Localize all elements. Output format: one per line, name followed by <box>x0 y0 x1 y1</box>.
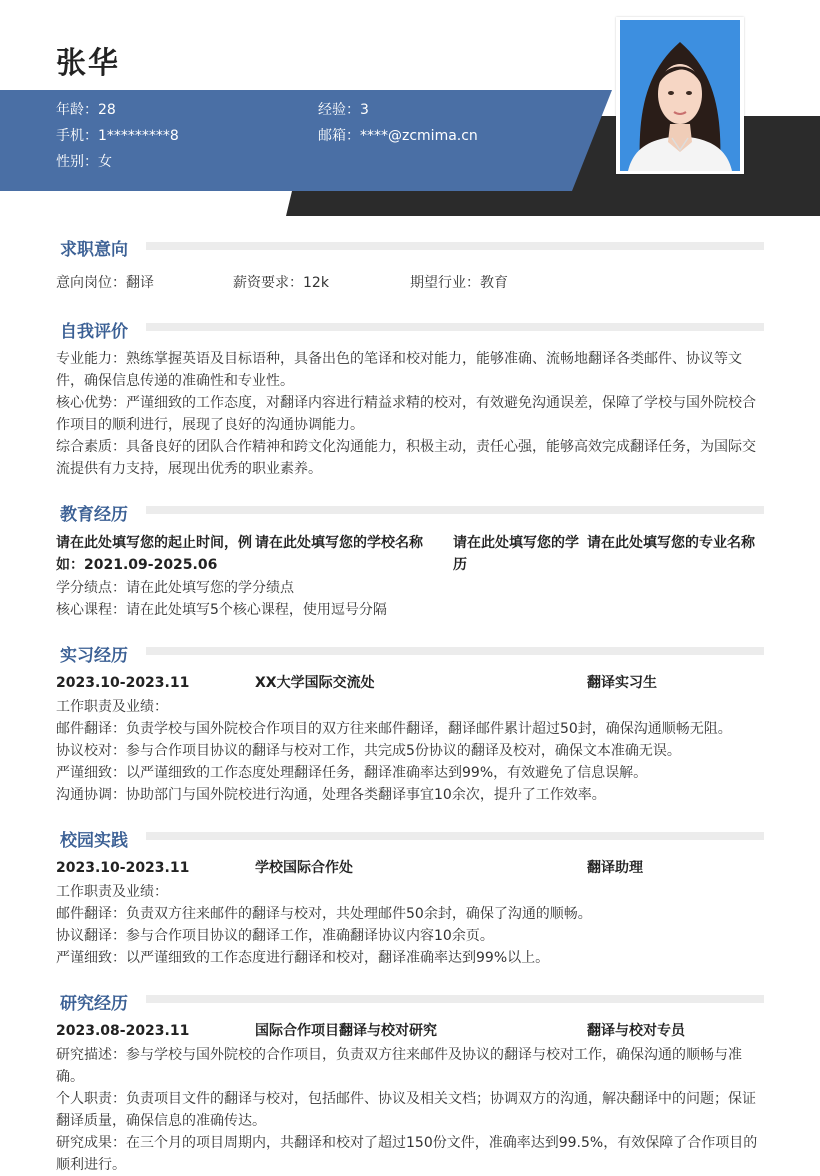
intern-role: 翻译实习生 <box>587 675 657 691</box>
section-title-internship: 实习经历 <box>60 646 128 666</box>
age-field: 年龄：28 <box>56 102 116 118</box>
edu-time-line1: 请在此处填写您的起止时间，例 <box>56 535 252 551</box>
text-line: 确。 <box>56 1069 84 1085</box>
phone-field: 手机：1*********8 <box>56 128 179 144</box>
self-eval-text <box>56 348 764 480</box>
section-divider <box>146 832 764 840</box>
text-line: 翻译质量，确保信息的准确传达。 <box>56 1113 266 1129</box>
profile-photo <box>616 17 744 174</box>
edu-gpa: 学分绩点：请在此处填写您的学分绩点 <box>56 580 294 596</box>
text-line: 严谨细致：以严谨细致的工作态度处理翻译任务，翻译准确率达到99%，有效避免了信息误解。 <box>56 765 648 781</box>
section-divider <box>146 323 764 331</box>
text-line: 研究描述：参与学校与国外院校的合作项目，负责双方往来邮件及协议的翻译与校对工作，确保沟通的顺畅与准 <box>56 1047 742 1063</box>
gender-field: 性别：女 <box>56 154 112 170</box>
research-project: 国际合作项目翻译与校对研究 <box>255 1023 437 1039</box>
section-title-education: 教育经历 <box>60 505 128 525</box>
section-divider <box>146 995 764 1003</box>
text-line: 研究成果：在三个月的项目周期内，共翻译和校对了超过150份文件，准确率达到99.5%，有效保障了合作项目的 <box>56 1135 758 1151</box>
intern-details <box>56 696 764 806</box>
text-line: 沟通协调：协助部门与国外院校进行沟通，处理各类翻译事宜10余次，提升了工作效率。 <box>56 787 606 803</box>
intent-industry: 期望行业：教育 <box>410 275 508 291</box>
text-line: 邮件翻译：负责双方往来邮件的翻译与校对，共处理邮件50余封，确保了沟通的顺畅。 <box>56 906 592 922</box>
text-line: 核心优势：严谨细致的工作态度，对翻译内容进行精益求精的校对，有效避免沟通误差，保障了学校与国外院校合 <box>56 395 756 411</box>
text-line: 邮件翻译：负责学校与国外院校合作项目的双方往来邮件翻译，翻译邮件累计超过50封，确保沟通顺畅无阻。 <box>56 721 732 737</box>
section-title-intent: 求职意向 <box>60 240 128 260</box>
candidate-name: 张华 <box>56 46 120 81</box>
section-title-campus: 校园实践 <box>60 831 128 851</box>
text-line: 严谨细致：以严谨细致的工作态度进行翻译和校对，翻译准确率达到99%以上。 <box>56 950 550 966</box>
text-line: 工作职责及业绩： <box>56 699 168 715</box>
intern-org: XX大学国际交流处 <box>255 675 375 691</box>
edu-time <box>56 532 252 576</box>
text-line: 专业能力：熟练掌握英语及目标语种，具备出色的笔译和校对能力，能够准确、流畅地翻译各类邮件、协议等文 <box>56 351 742 367</box>
section-divider <box>146 506 764 514</box>
portrait-image <box>620 20 740 171</box>
text-line: 协议翻译：参与合作项目协议的翻译工作，准确翻译协议内容10余页。 <box>56 928 494 944</box>
intent-position: 意向岗位：翻译 <box>56 275 154 291</box>
intern-date: 2023.10-2023.11 <box>56 675 190 691</box>
research-date: 2023.08-2023.11 <box>56 1023 190 1039</box>
edu-courses: 核心课程：请在此处填写5个核心课程，使用逗号分隔 <box>56 602 387 618</box>
edu-degree-line1: 请在此处填写您的学 <box>453 535 579 551</box>
section-divider <box>146 647 764 655</box>
section-title-self-eval: 自我评价 <box>60 322 128 342</box>
text-line: 个人职责：负责项目文件的翻译与校对，包括邮件、协议及相关文档；协调双方的沟通，解决翻译中的问题；保证 <box>56 1091 756 1107</box>
campus-org: 学校国际合作处 <box>255 860 353 876</box>
intent-salary: 薪资要求：12k <box>233 275 329 291</box>
text-line: 工作职责及业绩： <box>56 884 168 900</box>
campus-date: 2023.10-2023.11 <box>56 860 190 876</box>
edu-school: 请在此处填写您的学校名称 <box>255 535 423 551</box>
edu-degree <box>453 532 579 576</box>
text-line: 顺利进行。 <box>56 1157 126 1173</box>
edu-major: 请在此处填写您的专业名称 <box>587 535 755 551</box>
section-title-research: 研究经历 <box>60 994 128 1014</box>
text-line: 作项目的顺利进行，展现了良好的沟通协调能力。 <box>56 417 364 433</box>
text-line: 综合素质：具备良好的团队合作精神和跨文化沟通能力，积极主动，责任心强，能够高效完成翻译任务，为国际交 <box>56 439 756 455</box>
email-field: 邮箱：****@zcmima.cn <box>318 128 478 144</box>
edu-time-line2: 如：2021.09-2025.06 <box>56 557 218 573</box>
edu-degree-line2: 历 <box>453 557 467 573</box>
research-details <box>56 1044 764 1176</box>
text-line: 流提供有力支持，展现出优秀的职业素养。 <box>56 461 322 477</box>
text-line: 件，确保信息传递的准确性和专业性。 <box>56 373 294 389</box>
campus-role: 翻译助理 <box>587 860 643 876</box>
text-line: 协议校对：参与合作项目协议的翻译与校对工作，共完成5份协议的翻译及校对，确保文本准确无误。 <box>56 743 681 759</box>
experience-field: 经验：3 <box>318 102 369 118</box>
section-divider <box>146 242 764 250</box>
research-role: 翻译与校对专员 <box>587 1023 685 1039</box>
campus-details <box>56 881 764 969</box>
